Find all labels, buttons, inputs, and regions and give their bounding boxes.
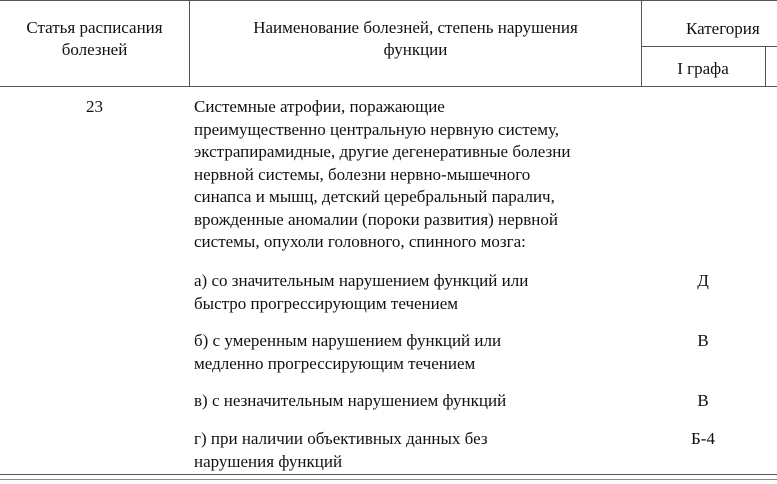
description-line: преимущественно центральную нервную систему, [194,119,559,139]
item-line: б) с умеренным нарушением функций или [194,331,502,350]
header-graph-1: I графа [677,59,729,78]
item-d-text [194,428,644,473]
header-article-line: Статья расписания [26,18,163,37]
description-line: Системные атрофии, поражающие [194,97,445,116]
page-bottom-edge [0,479,777,480]
item-c-text [194,390,644,413]
table-top-border [0,0,777,1]
item-b-category: В [697,331,709,350]
table-bottom-border [0,474,777,475]
header-bottom-border [0,86,777,87]
item-d-category: Б-4 [691,429,715,448]
item-line: в) с незначительным нарушением функций [194,391,507,410]
header-name-line: Наименование болезней, степень нарушения [253,18,578,37]
header-name-line: функции [383,40,448,59]
item-a-category: Д [697,271,709,290]
item-line: а) со значительным нарушением функций или [194,271,529,290]
item-line: нарушения функций [194,451,343,471]
item-line: медленно прогрессирующим течением [194,353,476,373]
description-line: экстрапирамидные, другие дегенеративные болезни [194,142,571,161]
item-a-text [194,270,644,315]
article-description [194,96,644,254]
description-line: нервной системы, болезни нервно-мышечного [194,164,531,184]
header-category-column: Категория [686,19,760,38]
header-name-column [190,17,641,61]
header-article-line: болезней [61,40,128,59]
description-line: системы, опухоли головного, спинного мозга: [194,232,526,251]
article-number: 23 [86,97,103,116]
header-article-column [0,17,189,61]
item-line: г) при наличии объективных данных без [194,429,488,448]
item-b-text [194,330,644,375]
description-line: врожденные аномалии (пороки развития) нервной [194,209,558,229]
header-divider-3 [765,46,766,86]
description-line: синапса и мышц, детский церебральный паралич, [194,187,555,206]
item-c-category: В [697,391,709,410]
item-line: быстро прогрессирующим течением [194,293,459,313]
category-subheader-border [641,46,777,47]
